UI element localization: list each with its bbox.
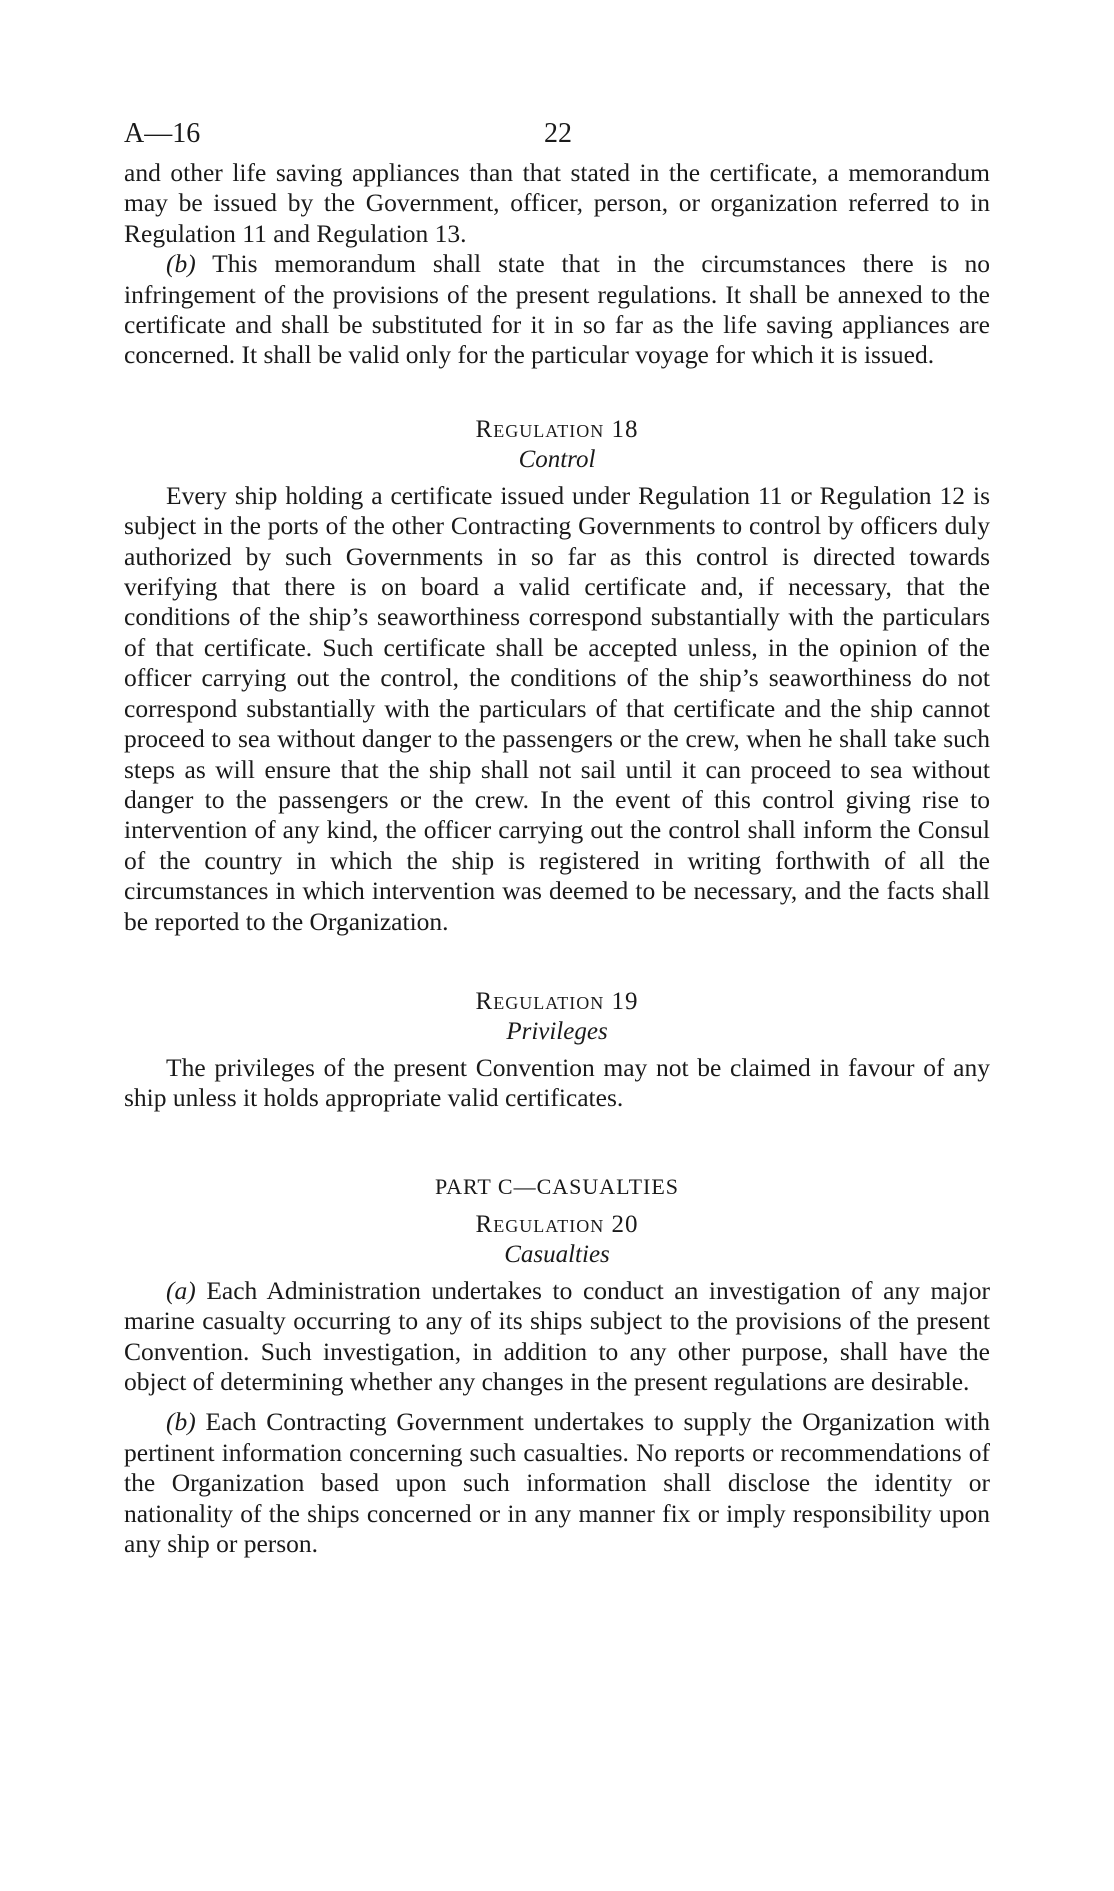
- document-page: [124, 118, 990, 1559]
- regulation-18-section: [124, 415, 990, 937]
- regulation-19-title: Privileges: [506, 1017, 608, 1045]
- page-header: [124, 118, 990, 158]
- regulation-18-title: Control: [518, 445, 596, 473]
- regulation-20-section: [124, 1210, 990, 1560]
- regulation-18-body: Every ship holding a certificate issued under Regulation 11 or Regulation 12 is subject in the ports of the other Contracting Governments to control by officers duly authorized by such Governments in so far as this control is directed towards verifying that there is on board a valid certificate and, if necessary, that the conditions of the ship’s seaworthiness correspond substantially with the particulars of that certificate. Such certificate shall be accepted unless, in the opinion of the officer carrying out the control, the conditions of the ship’s seaworthiness do not correspond substantially with the particulars of that certificate and the ship cannot proceed to sea without danger to the passengers or the crew, when he shall take such steps as will ensure that the ship shall not sail until it can proceed to sea without danger to the passengers or the crew. In the event of this control giving rise to intervention of any kind, the officer carrying out the control shall inform the Consul of the country in which the ship is registered in writing forthwith of all the circumstances in which intervention was deemed to be necessary, and the facts shall be reported to the Organization.: [124, 480, 990, 936]
- regulation-20-b-label: (b): [166, 1407, 196, 1437]
- page-number: 22: [544, 118, 572, 149]
- regulation-20-heading: Regulation 20: [475, 1210, 639, 1238]
- regulation-19-section: [124, 987, 990, 1114]
- document-code: A—16: [124, 118, 201, 149]
- paragraph-b-memorandum: [124, 249, 990, 371]
- part-c-heading: PART C—CASUALTIES: [434, 1173, 680, 1199]
- regulation-18-heading: Regulation 18: [475, 415, 639, 443]
- regulation-20-b-text: Each Contracting Government undertakes to supply the Organization with pertinent information concerning such casualties. No reports or recommendations of the Organization based upon such information shall disclose the identity or nationality of the ships concerned or in any manner fix or imply responsibility upon any ship or person.: [124, 1407, 990, 1558]
- regulation-19-heading: Regulation 19: [475, 987, 639, 1015]
- regulation-20-a-text: Each Administration undertakes to conduct an investigation of any major marine casualty occurring to any of its ships subject to the provisions of the present Convention. Such investigation, in addition to any other purpose, shall have the object of determining whether any changes in the present regulations are desirable.: [124, 1275, 990, 1396]
- regulation-20-title: Casualties: [504, 1240, 610, 1268]
- paragraph-b-label: (b): [166, 249, 196, 279]
- paragraph-b-text: This memorandum shall state that in the circumstances there is no infringement of the provisions of the present regulations. It shall be annexed to the certificate and shall be substituted for it in so far as the life saving appliances are concerned. It shall be valid only for the particular voyage for which it is issued.: [124, 249, 990, 370]
- regulation-20-paragraph-b: [124, 1407, 990, 1559]
- regulation-20-paragraph-a: [124, 1276, 990, 1398]
- continuation-paragraph: and other life saving appliances than that stated in the certificate, a memorandum may be issued by the Government, officer, person, or organization referred to in Regulation 11 and Regulation 13.: [124, 158, 990, 248]
- regulation-19-body: The privileges of the present Convention may not be claimed in favour of any ship unless it holds appropriate valid certificates.: [124, 1052, 990, 1113]
- regulation-20-a-label: (a): [166, 1275, 196, 1305]
